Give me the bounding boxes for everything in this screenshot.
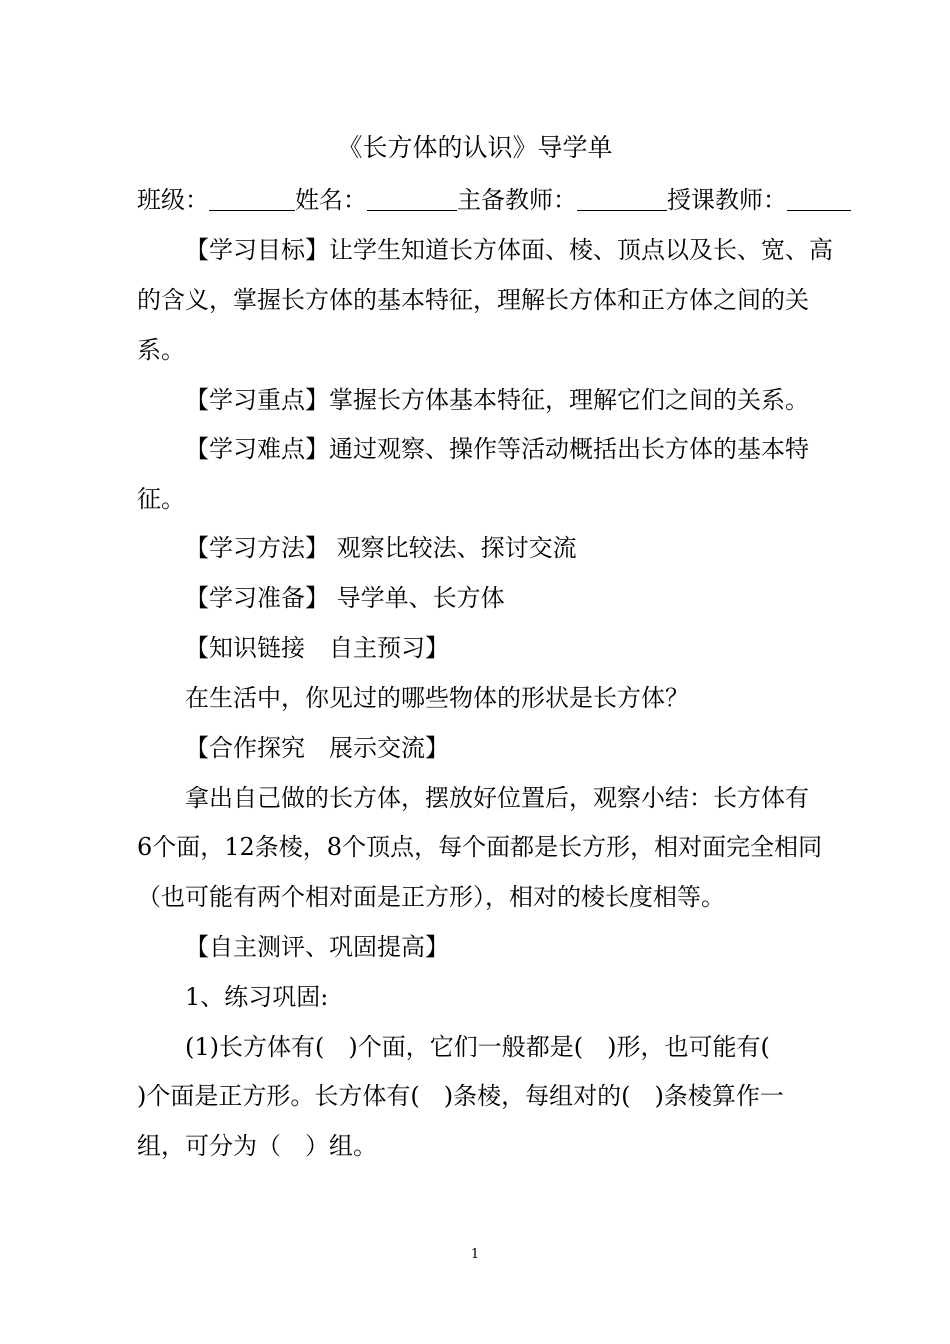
knowledge-link-heading: 【知识链接 自主预习】 (185, 634, 449, 662)
self-test-heading: 【自主测评、巩固提高】 (185, 933, 449, 961)
exercise-1-line-2: )个面是正方形。长方体有( )条棱，每组对的( )条棱算作一 (137, 1082, 784, 1110)
learning-preparation: 【学习准备】 导学单、长方体 (185, 584, 505, 612)
lead-teacher-label: 主备教师： (457, 186, 577, 214)
name-blank[interactable] (367, 186, 457, 211)
teaching-teacher-blank[interactable] (787, 186, 851, 211)
key-points: 【学习重点】掌握长方体基本特征，理解它们之间的关系。 (185, 386, 809, 414)
cooperation-heading: 【合作探究 展示交流】 (185, 734, 449, 762)
class-blank[interactable] (209, 186, 295, 211)
teaching-teacher-label: 授课教师： (667, 186, 787, 214)
objectives-line-2: 的含义，掌握长方体的基本特征，理解长方体和正方体之间的关 (137, 286, 809, 314)
page-number: 1 (470, 1247, 480, 1262)
difficulties-line-2: 征。 (137, 485, 185, 513)
class-label: 班级： (137, 186, 209, 214)
info-fields-row (137, 185, 837, 215)
exercise-heading: 1、练习巩固: (185, 983, 329, 1011)
learning-method: 【学习方法】 观察比较法、探讨交流 (185, 534, 577, 562)
exercise-1-line-3: 组，可分为（ ）组。 (137, 1132, 377, 1160)
name-label: 姓名： (295, 186, 367, 214)
exercise-1-line-1: (1)长方体有( )个面，它们一般都是( )形，也可能有( (185, 1033, 770, 1061)
cooperation-line-1: 拿出自己做的长方体，摆放好位置后，观察小结：长方体有 (185, 784, 809, 812)
lead-teacher-blank[interactable] (577, 186, 667, 211)
cooperation-line-3: （也可能有两个相对面是正方形），相对的棱长度相等。 (137, 883, 725, 911)
knowledge-link-question: 在生活中，你见过的哪些物体的形状是长方体？ (185, 684, 689, 712)
objectives-line-1: 【学习目标】让学生知道长方体面、棱、顶点以及长、宽、高 (185, 236, 833, 264)
cooperation-line-2: 6个面，12条棱，8个顶点，每个面都是长方形，相对面完全相同 (137, 833, 823, 861)
objectives-line-3: 系。 (137, 336, 185, 364)
difficulties-line-1: 【学习难点】通过观察、操作等活动概括出长方体的基本特 (185, 435, 809, 463)
document-title: 《长方体的认识》导学单 (337, 133, 613, 162)
